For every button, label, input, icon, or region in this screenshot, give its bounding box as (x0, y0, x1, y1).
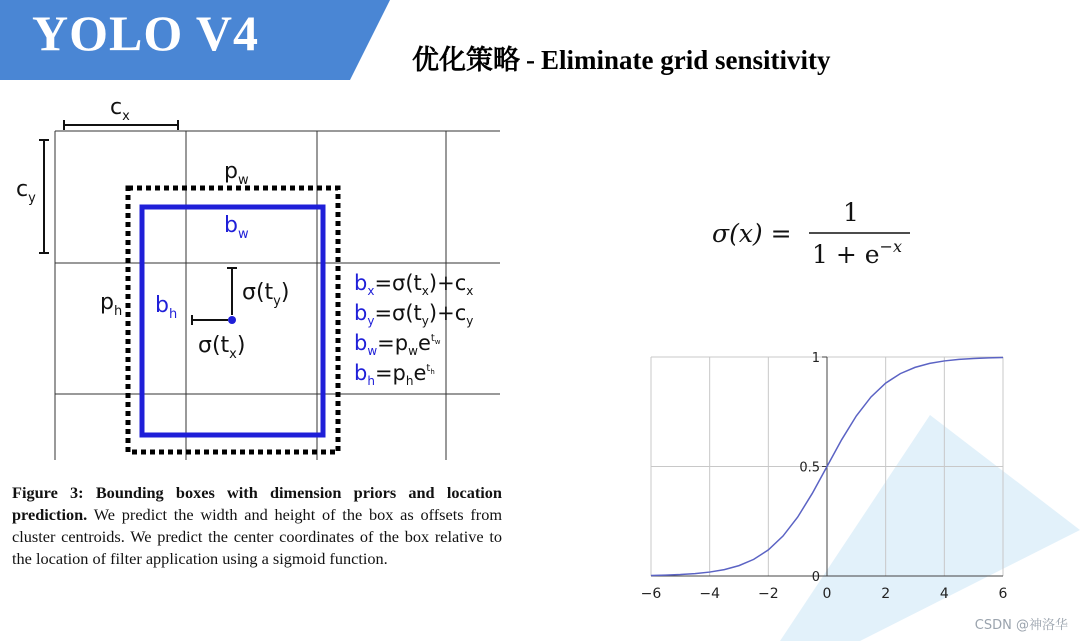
bounding-box-figure (0, 90, 510, 470)
equation-by: $b_y=\sigma(t_y)+c_y$ (354, 301, 474, 328)
equation-bh: $b_h=p_he^th$ (354, 361, 435, 388)
x-tick-label: −2 (758, 586, 779, 602)
pw-label: $p_w$ (224, 159, 249, 188)
caption-bold-text: Bounding boxes with dimension priors and location prediction. (12, 483, 502, 524)
bw-label: $b_w$ (224, 213, 249, 242)
equation-bx: $b_x=\sigma(t_x)+c_x$ (354, 271, 474, 298)
sigma-tx-marker (192, 315, 228, 325)
x-tick-label: 2 (881, 586, 891, 602)
x-tick-label: 0 (822, 586, 832, 602)
formula-numerator: 1 (843, 198, 859, 227)
x-tick-label: −6 (640, 586, 662, 602)
y-tick-labels (799, 351, 820, 585)
equation-bw: $b_w=p_we^tw$ (354, 331, 441, 358)
formula-lhs: σ(x) = (712, 219, 792, 248)
center-point (228, 316, 236, 324)
x-tick-labels (641, 586, 1008, 602)
watermark: CSDN @神洛华 (974, 618, 1068, 633)
sigma-tx-label: $\sigma(t_x)$ (198, 333, 246, 362)
x-tick-label: 6 (998, 586, 1008, 602)
y-tick-label: 0.5 (799, 460, 820, 476)
banner-title: YOLO V4 (32, 5, 259, 61)
slide-title-chinese: 优化策略 (412, 45, 520, 76)
x-tick-label: 4 (939, 586, 949, 602)
caption-text: We predict the width and height of the box as offsets from cluster centroids. We predict the center coordinates of the box relative to the location of filter application using a sigmoid function. (12, 505, 502, 568)
slide-title-separator: - (526, 45, 535, 75)
sigmoid-chart (630, 345, 1020, 610)
cx-label: $c_x$ (110, 95, 130, 124)
sigma-ty-label: $\sigma(t_y)$ (242, 280, 290, 309)
equations (354, 271, 473, 388)
y-tick-label: 0 (811, 570, 820, 585)
bh-label: $b_h$ (155, 293, 178, 322)
formula-denominator: $1 + e^{-x}$ (812, 237, 902, 269)
sigma-ty-marker (227, 268, 237, 315)
y-tick-label: 1 (811, 351, 820, 366)
slide-title-english: Eliminate grid sensitivity (541, 45, 831, 75)
slide-title (412, 38, 831, 77)
cx-dimension (64, 120, 178, 130)
cy-dimension (39, 140, 49, 253)
x-tick-label: −4 (699, 586, 720, 602)
caption-label: Figure 3: (12, 483, 84, 502)
sigmoid-formula (712, 195, 932, 275)
figure-caption (12, 482, 502, 570)
ph-label: $p_h$ (100, 290, 123, 319)
cy-label: $c_y$ (16, 177, 36, 206)
